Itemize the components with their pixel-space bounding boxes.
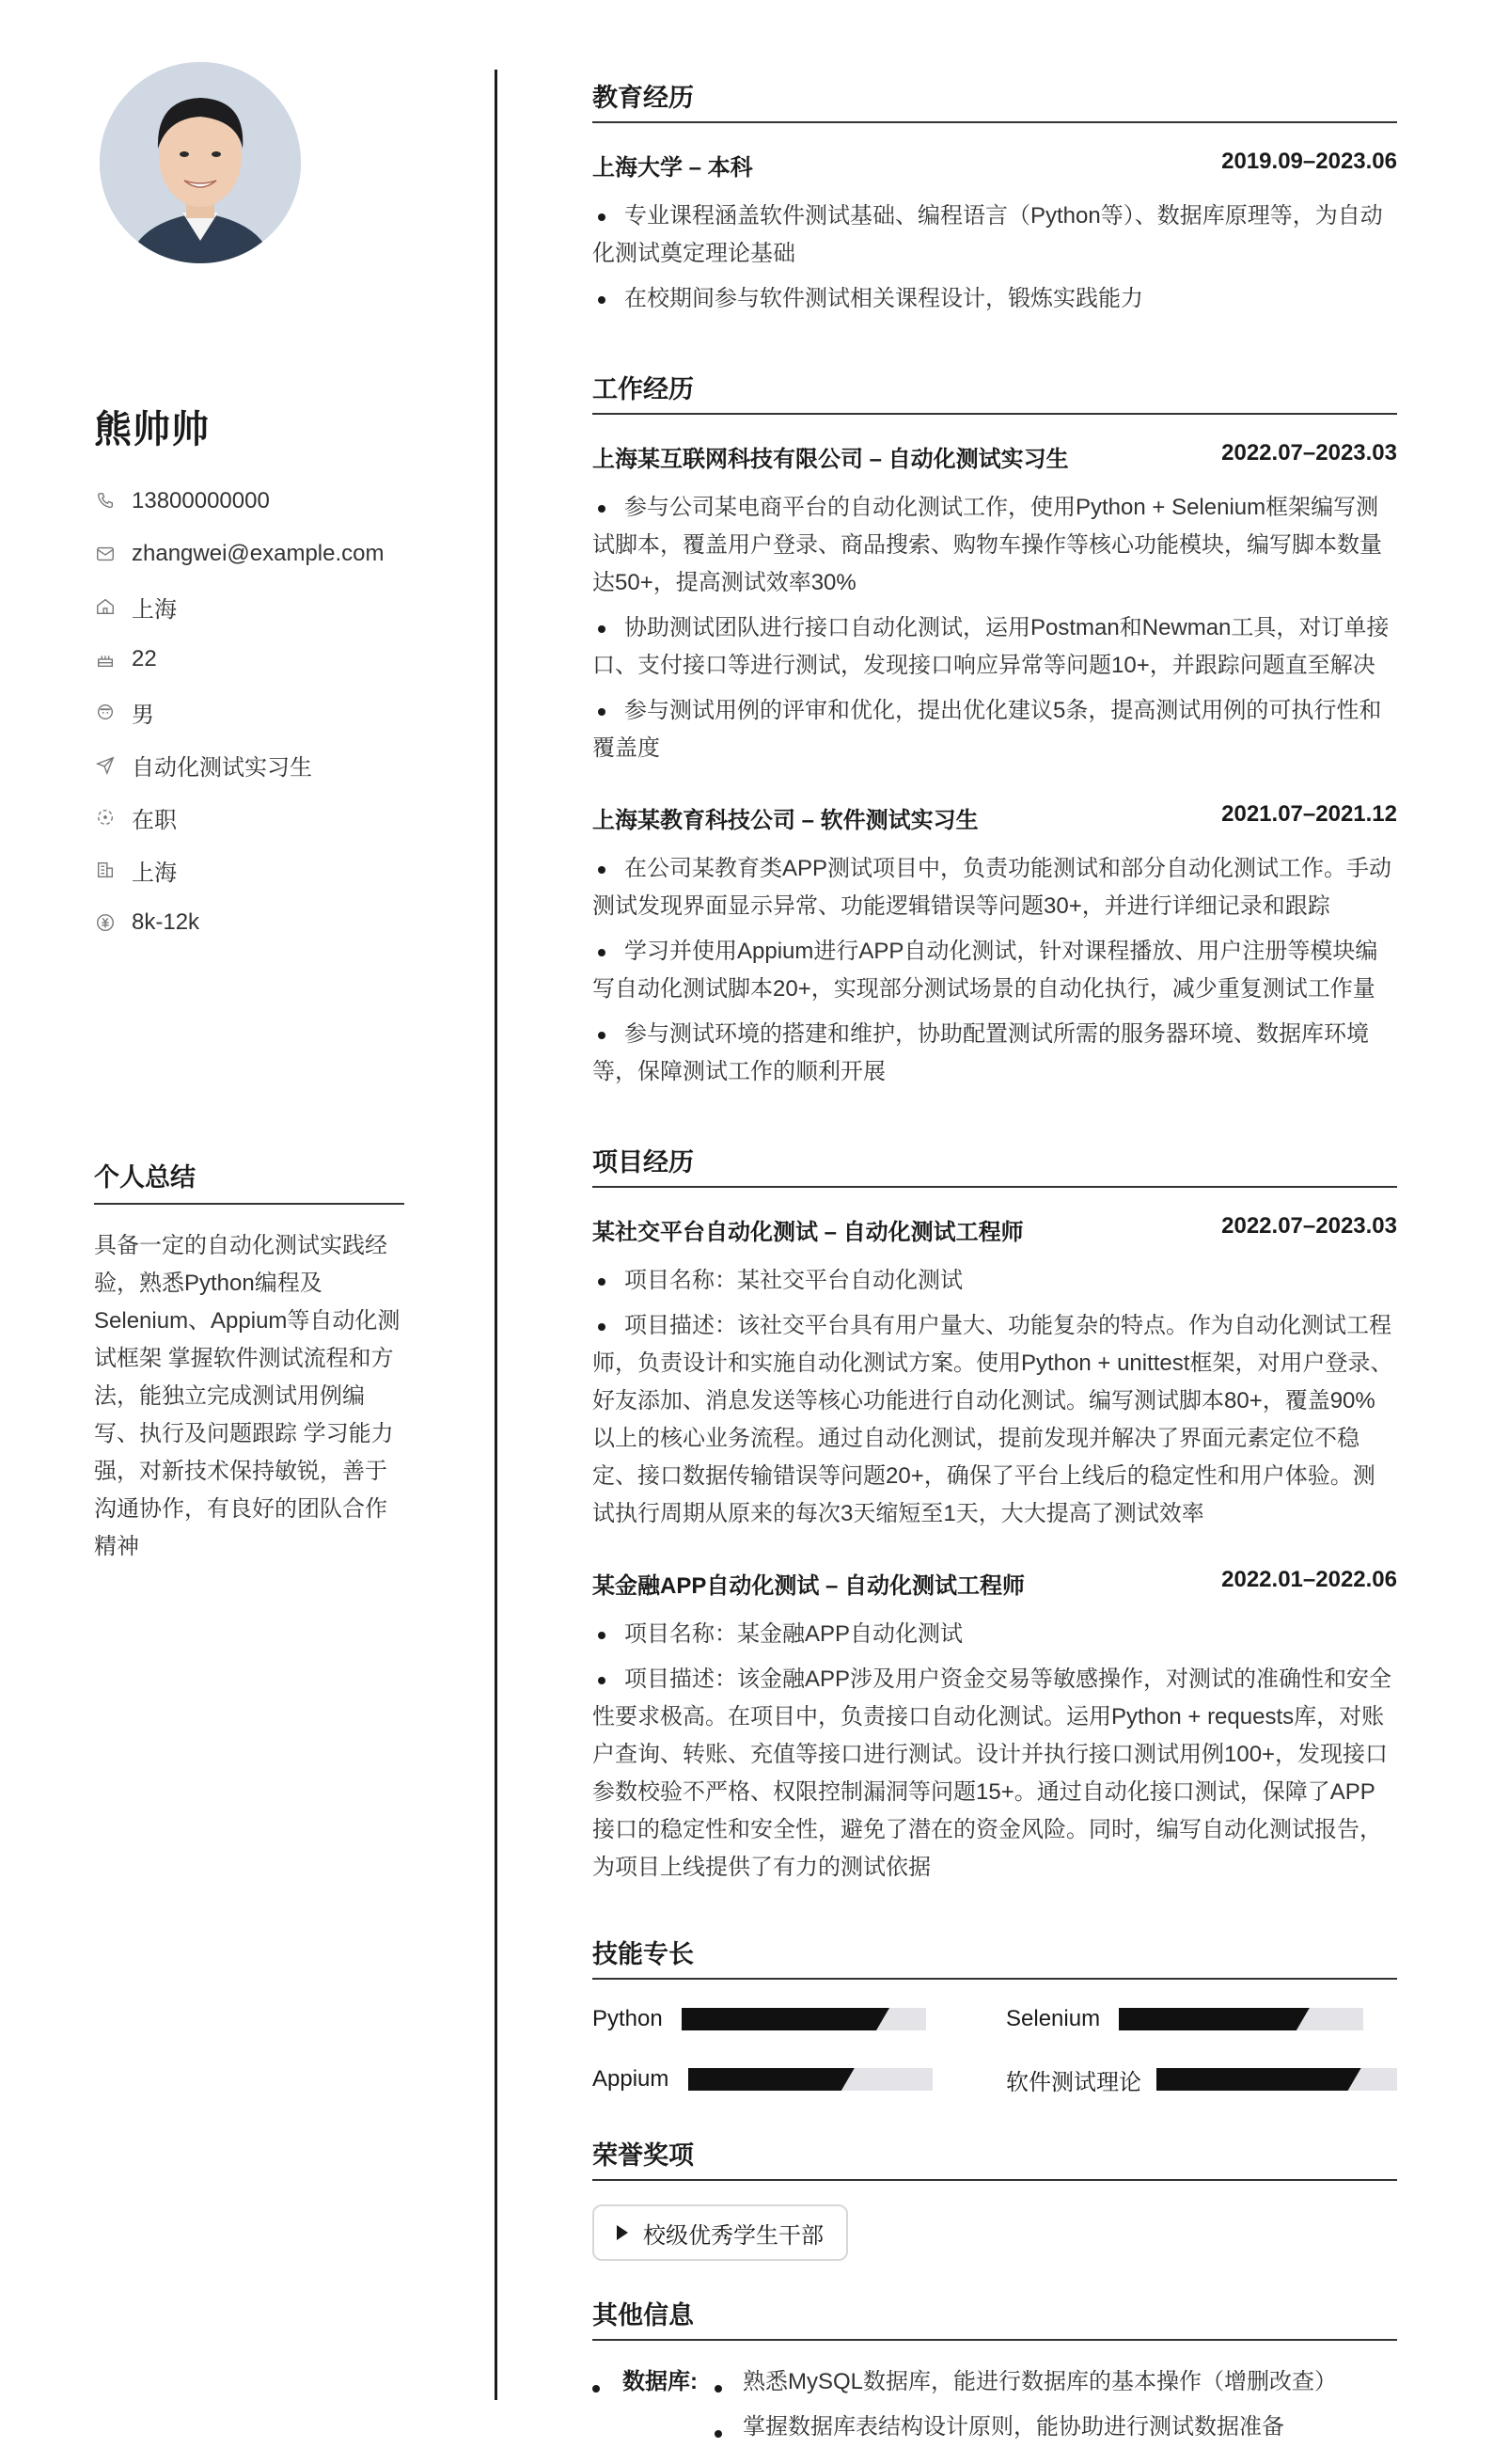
list-item: 项目描述：该社交平台具有用户量大、功能复杂的特点。作为自动化测试工程师，负责设计和实施自动化测试方案。使用Python + unittest框架，对用户登录、好友添加、消息发送等核心功能进行自动化测试。编写测试脚本80+，覆盖90%以上的核心业务流程。通过自动化测试，提前发现并解决了界面元素定位不稳定、接口数据传输错误等问题20+，确保了平台上线后的稳定性和用户体验。测试执行周期从原来的每次3天缩短至1天，大大提高了测试效率 xyxy=(592,1307,1397,1533)
home-icon xyxy=(94,595,117,618)
project-date-1: 2022.07–2023.03 xyxy=(1221,1213,1397,1239)
list-item: 参与公司某电商平台的自动化测试工作，使用Python + Selenium框架编写测试脚本，覆盖用户登录、商品搜索、购物车操作等核心功能模块，编写脚本数量达50+，提高测试效率30% xyxy=(592,489,1397,602)
building-icon xyxy=(94,859,117,881)
work-company-2: 上海某教育科技公司 – 软件测试实习生 xyxy=(592,808,979,833)
phone-text: 13800000000 xyxy=(132,488,270,513)
work-entry-head-2 xyxy=(592,801,1397,834)
status-icon xyxy=(94,806,117,829)
other-title: 其他信息 xyxy=(592,2295,1397,2341)
skill-label: Python xyxy=(592,2006,663,2031)
status-text: 在职 xyxy=(132,807,177,833)
skill-bar xyxy=(688,2068,933,2091)
other-item-2: 掌握数据库表结构设计原则，能协助进行测试数据准备 xyxy=(743,2414,1284,2440)
education-entry-head xyxy=(592,149,1397,182)
skill-bar-fill xyxy=(682,2008,889,2030)
list-item: 学习并使用Appium进行APP自动化测试，针对课程播放、用户注册等模块编写自动化测试脚本20+，实现部分测试场景的自动化执行，减少重复测试工作量 xyxy=(592,933,1397,1008)
education-bullets xyxy=(592,197,1397,325)
skill-bar xyxy=(682,2008,926,2030)
skill-bar-fill xyxy=(688,2068,855,2091)
avatar xyxy=(100,62,301,263)
honor-item[interactable] xyxy=(592,2204,848,2261)
project-head-2 xyxy=(592,1567,1397,1600)
list-item: 协助测试团队进行接口自动化测试，运用Postman和Newman工具，对订单接口、支付接口等进行测试，发现接口响应异常等问题10+，并跟踪问题直至解决 xyxy=(592,609,1397,685)
summary-title: 个人总结 xyxy=(94,1157,404,1205)
project-bullets-1 xyxy=(592,1262,1397,1540)
skill-bar-fill xyxy=(1119,2008,1310,2030)
info-age xyxy=(94,633,404,686)
gender-icon xyxy=(94,701,117,723)
info-salary xyxy=(94,896,404,949)
skill-testing-theory xyxy=(1006,2063,1141,2095)
position-text: 自动化测试实习生 xyxy=(132,754,312,781)
honor-label: 校级优秀学生干部 xyxy=(643,2222,824,2249)
other-row-1 xyxy=(592,2362,1397,2408)
skill-python xyxy=(592,2003,663,2035)
column-divider xyxy=(495,70,497,2400)
other-info xyxy=(592,2362,1397,2453)
list-item: 项目名称：某金融APP自动化测试 xyxy=(592,1616,1397,1653)
project-date-2: 2022.01–2022.06 xyxy=(1221,1567,1397,1592)
honors-title: 荣誉奖项 xyxy=(592,2135,1397,2181)
phone-icon xyxy=(94,490,117,513)
cake-icon xyxy=(94,648,117,671)
info-status xyxy=(94,791,404,844)
project-name-1: 某社交平台自动化测试 – 自动化测试工程师 xyxy=(592,1220,1024,1245)
work-company-1: 上海某互联网科技有限公司 – 自动化测试实习生 xyxy=(592,447,1069,472)
education-date: 2019.09–2023.06 xyxy=(1221,149,1397,174)
info-phone xyxy=(94,475,404,528)
salary-text: 8k-12k xyxy=(132,909,200,935)
contact-info-list xyxy=(94,475,404,949)
email-text: zhangwei@example.com xyxy=(132,541,385,566)
list-item: 在公司某教育类APP测试项目中，负责功能测试和部分自动化测试工作。手动测试发现界面显示异常、功能逻辑错误等问题30+，并进行详细记录和跟踪 xyxy=(592,850,1397,925)
work-title: 工作经历 xyxy=(592,369,1397,415)
project-bullets-2 xyxy=(592,1616,1397,1894)
list-item: 专业课程涵盖软件测试基础、编程语言（Python等）、数据库原理等，为自动化测试奠定理论基础 xyxy=(592,197,1397,273)
list-item: 在校期间参与软件测试相关课程设计，锻炼实践能力 xyxy=(592,280,1397,318)
list-item: 项目描述：该金融APP涉及用户资金交易等敏感操作，对测试的准确性和安全性要求极高。在项目中，负责接口自动化测试。运用Python + requests库，对账户查询、转账、充值等接口进行测试。设计并执行接口测试用例100+，发现接口参数校验不严格、权限控制漏洞等问题15+。通过自动化接口测试，保障了APP接口的稳定性和安全性，避免了潜在的资金风险。同时，编写自动化测试报告，为项目上线提供了有力的测试依据 xyxy=(592,1661,1397,1887)
list-item: 参与测试用例的评审和优化，提出优化建议5条，提高测试用例的可执行性和覆盖度 xyxy=(592,692,1397,767)
summary-text: 具备一定的自动化测试实践经验，熟悉Python编程及Selenium、Appium等自动化测试框架 掌握软件测试流程和方法，能独立完成测试用例编写、执行及问题跟踪 学习能力强，对新技术保持敏锐，善于沟通协作，有良好的团队合作精神 xyxy=(94,1233,401,1559)
bullet-dot xyxy=(592,2385,600,2393)
project-head-1 xyxy=(592,1213,1397,1246)
other-row-2 xyxy=(592,2408,1397,2453)
skill-appium xyxy=(592,2063,668,2095)
work-date-2: 2021.07–2021.12 xyxy=(1221,801,1397,827)
skill-bar xyxy=(1156,2068,1397,2091)
project-name-2: 某金融APP自动化测试 – 自动化测试工程师 xyxy=(592,1573,1026,1599)
skill-selenium xyxy=(1006,2003,1100,2035)
projects-title: 项目经历 xyxy=(592,1142,1397,1188)
work-bullets-2 xyxy=(592,850,1397,1098)
skill-label: 软件测试理论 xyxy=(1006,2069,1141,2095)
skill-label: Selenium xyxy=(1006,2006,1101,2031)
other-label: 数据库: xyxy=(622,2369,698,2394)
skills-title: 技能专长 xyxy=(592,1934,1397,1980)
info-gender xyxy=(94,686,404,738)
salary-icon xyxy=(94,911,117,934)
work-date-1: 2022.07–2023.03 xyxy=(1221,440,1397,466)
work-entry-head-1 xyxy=(592,440,1397,473)
age-text: 22 xyxy=(132,646,157,671)
education-title: 教育经历 xyxy=(592,77,1397,123)
play-triangle-icon xyxy=(617,2225,628,2240)
gender-text: 男 xyxy=(132,702,154,728)
info-position xyxy=(94,738,404,791)
education-school: 上海大学 – 本科 xyxy=(592,155,753,181)
candidate-name: 熊帅帅 xyxy=(94,409,210,450)
other-item-1: 熟悉MySQL数据库，能进行数据库的基本操作（增删改查） xyxy=(743,2369,1338,2394)
city-text: 上海 xyxy=(132,860,177,886)
bullet-dot xyxy=(715,2385,722,2393)
info-city xyxy=(94,844,404,896)
info-email xyxy=(94,528,404,580)
bullet-dot xyxy=(715,2430,722,2438)
mail-icon xyxy=(94,543,117,565)
skill-bar-fill xyxy=(1156,2068,1361,2091)
skill-label: Appium xyxy=(592,2066,669,2092)
list-item: 参与测试环境的搭建和维护，协助配置测试所需的服务器环境、数据库环境等，保障测试工作的顺利开展 xyxy=(592,1016,1397,1091)
work-bullets-1 xyxy=(592,489,1397,775)
skill-bar xyxy=(1119,2008,1363,2030)
home-text: 上海 xyxy=(132,596,177,623)
info-home xyxy=(94,580,404,633)
list-item: 项目名称：某社交平台自动化测试 xyxy=(592,1262,1397,1300)
send-icon xyxy=(94,753,117,776)
